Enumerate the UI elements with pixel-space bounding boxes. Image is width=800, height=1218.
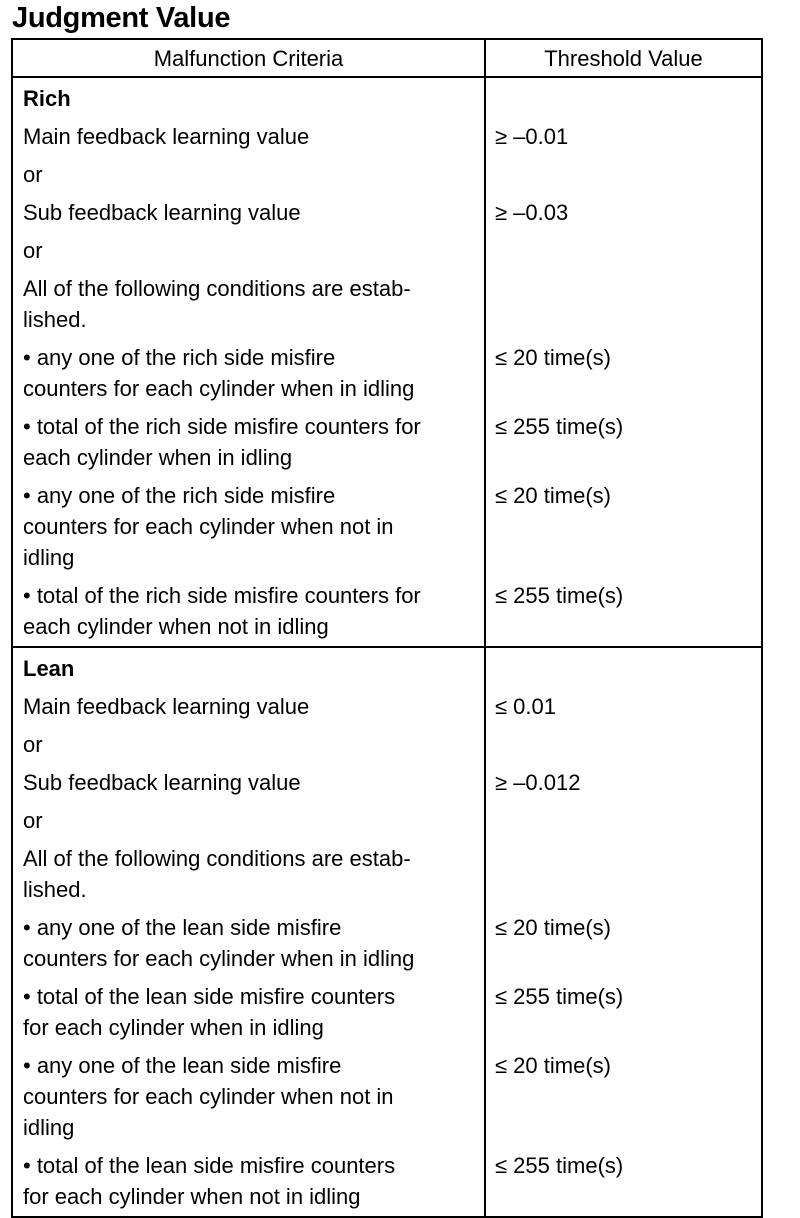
criteria-cell: Main feedback learning value xyxy=(12,691,485,729)
table-row xyxy=(12,342,762,411)
threshold-cell: ≤ 20 time(s) xyxy=(485,342,762,411)
criteria-cell: • total of the rich side misfire counters for each cylinder when not in idling xyxy=(12,580,485,647)
criteria-cell: or xyxy=(12,159,485,197)
criteria-cell: • any one of the lean side misfire counters for each cylinder when not in idling xyxy=(12,1050,485,1150)
criteria-cell: • total of the lean side misfire counters for each cylinder when not in idling xyxy=(12,1150,485,1217)
table-row xyxy=(12,580,762,647)
criteria-cell: All of the following conditions are estab- lished. xyxy=(12,273,485,342)
judgment-value-table xyxy=(11,38,763,1218)
threshold-cell: ≤ 255 time(s) xyxy=(485,411,762,480)
table-row xyxy=(12,767,762,805)
threshold-cell: ≥ –0.01 xyxy=(485,121,762,159)
table-row xyxy=(12,411,762,480)
threshold-cell xyxy=(485,843,762,912)
criteria-cell: All of the following conditions are estab- lished. xyxy=(12,843,485,912)
threshold-cell: ≤ 20 time(s) xyxy=(485,480,762,580)
section-row-rich xyxy=(12,77,762,121)
table-row xyxy=(12,480,762,580)
table-row xyxy=(12,197,762,235)
header-threshold-value: Threshold Value xyxy=(485,39,762,77)
criteria-cell: • any one of the rich side misfire counters for each cylinder when in idling xyxy=(12,342,485,411)
threshold-cell xyxy=(485,805,762,843)
table-row xyxy=(12,729,762,767)
table-body xyxy=(12,77,762,1217)
section-threshold-empty xyxy=(485,77,762,121)
criteria-cell: or xyxy=(12,729,485,767)
criteria-cell: • any one of the lean side misfire counters for each cylinder when in idling xyxy=(12,912,485,981)
table-row xyxy=(12,159,762,197)
section-row-lean xyxy=(12,647,762,691)
header-malfunction-criteria: Malfunction Criteria xyxy=(12,39,485,77)
threshold-cell: ≤ 255 time(s) xyxy=(485,580,762,647)
table-row xyxy=(12,843,762,912)
threshold-cell: ≥ –0.012 xyxy=(485,767,762,805)
threshold-cell xyxy=(485,729,762,767)
criteria-cell: or xyxy=(12,805,485,843)
criteria-cell: Sub feedback learning value xyxy=(12,197,485,235)
criteria-cell: Sub feedback learning value xyxy=(12,767,485,805)
threshold-cell xyxy=(485,273,762,342)
criteria-cell: or xyxy=(12,235,485,273)
threshold-cell xyxy=(485,235,762,273)
criteria-cell: • total of the rich side misfire counters for each cylinder when in idling xyxy=(12,411,485,480)
criteria-cell: • total of the lean side misfire counters for each cylinder when in idling xyxy=(12,981,485,1050)
threshold-cell: ≤ 20 time(s) xyxy=(485,1050,762,1150)
threshold-cell: ≤ 20 time(s) xyxy=(485,912,762,981)
page-title: Judgment Value xyxy=(12,2,231,34)
table-row xyxy=(12,805,762,843)
threshold-cell: ≤ 255 time(s) xyxy=(485,981,762,1050)
threshold-cell xyxy=(485,159,762,197)
section-label-lean: Lean xyxy=(12,647,485,691)
threshold-cell: ≤ 255 time(s) xyxy=(485,1150,762,1217)
table-row xyxy=(12,235,762,273)
threshold-cell: ≥ –0.03 xyxy=(485,197,762,235)
table-header-row xyxy=(12,39,762,77)
table-row xyxy=(12,691,762,729)
threshold-cell: ≤ 0.01 xyxy=(485,691,762,729)
table-row xyxy=(12,121,762,159)
table-row xyxy=(12,912,762,981)
criteria-cell: Main feedback learning value xyxy=(12,121,485,159)
section-threshold-empty xyxy=(485,647,762,691)
table-row xyxy=(12,981,762,1050)
section-label-rich: Rich xyxy=(12,77,485,121)
criteria-cell: • any one of the rich side misfire counters for each cylinder when not in idling xyxy=(12,480,485,580)
table-row xyxy=(12,1150,762,1217)
table-row xyxy=(12,273,762,342)
table-row xyxy=(12,1050,762,1150)
